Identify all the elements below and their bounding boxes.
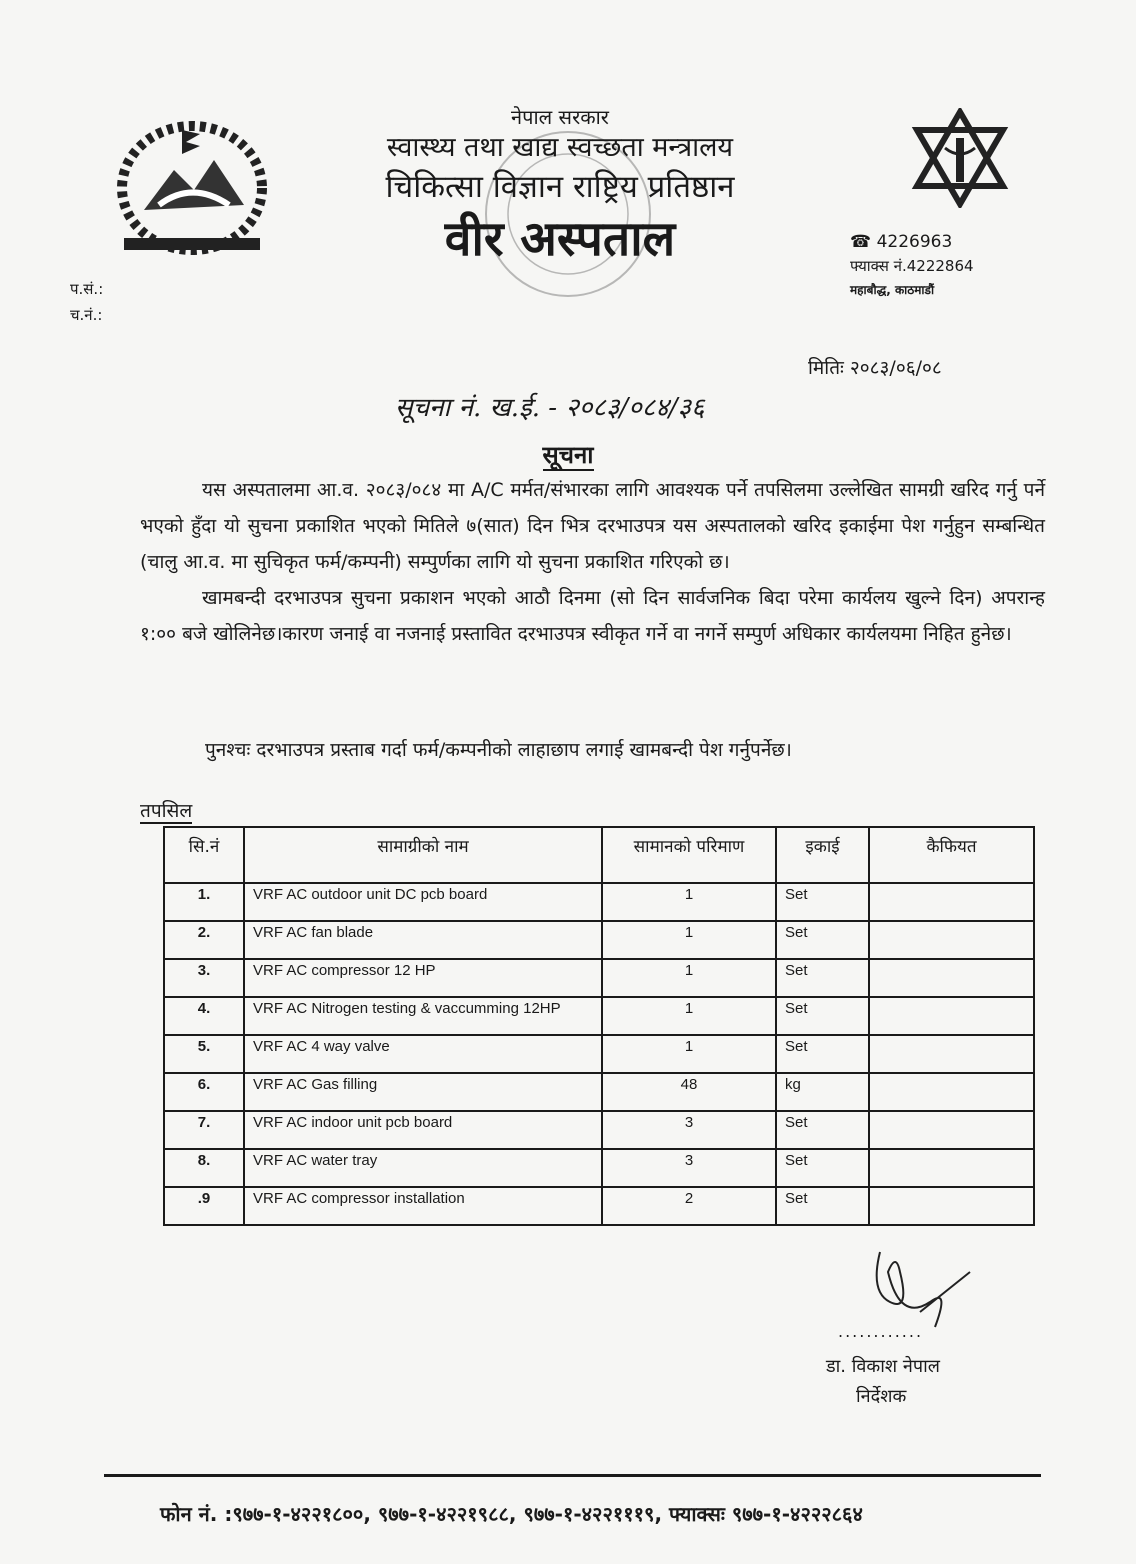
signatory-title: निर्देशक: [856, 1386, 907, 1407]
row-sn: 6.: [164, 1073, 244, 1111]
row-quantity: 1: [602, 997, 776, 1035]
row-sn: .9: [164, 1187, 244, 1225]
table-row: [164, 1149, 1034, 1187]
row-unit: Set: [776, 1149, 869, 1187]
items-table: [163, 826, 1035, 1226]
hospital-name: वीर अस्पताल: [444, 211, 676, 267]
row-unit: Set: [776, 1187, 869, 1225]
contact-block: [850, 230, 974, 302]
table-header-row: [164, 827, 1034, 883]
row-item-name: VRF AC compressor 12 HP: [244, 959, 602, 997]
notice-number: सूचना नं. ख.ई. - २०८३/०८४/३६: [395, 393, 705, 423]
dispatch-no-label: च.नं.:: [70, 306, 103, 324]
row-item-name: VRF AC Nitrogen testing & vaccumming 12HP: [244, 997, 602, 1035]
row-unit: Set: [776, 1111, 869, 1149]
row-sn: 5.: [164, 1035, 244, 1073]
header-quantity: सामानको परिमाण: [602, 827, 776, 883]
row-unit: kg: [776, 1073, 869, 1111]
paragraph-1: यस अस्पतालमा आ.व. २०८३/०८४ मा A/C मर्मत/संभारका लागि आवश्यक पर्ने तपसिलमा उल्लेखित सामग्री खरिद गर्नु पर्ने भएको हुँदा यो सुचना प्रकाशित भएको मितिले ७(सात) दिन भित्र दरभाउपत्र यस अस्पतालको खरिद इकाईमा पेश गर्नुहुन सम्बन्धित (चालु आ.व. मा सुचिकृत फर्म/कम्पनी) सम्पुर्णका लागि यो सुचना प्रकाशित गरिएको छ।: [140, 479, 1045, 573]
row-remark: [869, 1035, 1034, 1073]
row-item-name: VRF AC 4 way valve: [244, 1035, 602, 1073]
table-row: [164, 1073, 1034, 1111]
row-item-name: VRF AC compressor installation: [244, 1187, 602, 1225]
letter-date: मितिः २०८३/०६/०८: [808, 357, 942, 379]
row-quantity: 1: [602, 921, 776, 959]
table-row: [164, 1035, 1034, 1073]
phone-number: 4226963: [876, 232, 953, 252]
ref-no-label: प.सं.:: [70, 280, 104, 298]
row-remark: [869, 1111, 1034, 1149]
table-row: [164, 883, 1034, 921]
row-sn: 2.: [164, 921, 244, 959]
row-item-name: VRF AC fan blade: [244, 921, 602, 959]
notice-title-wrap: [0, 438, 1136, 471]
header-unit: इकाई: [776, 827, 869, 883]
table-body: [164, 883, 1034, 1225]
nepal-emblem-icon: [104, 110, 280, 260]
ministry-name: स्वास्थ्य तथा खाद्य स्वच्छता मन्त्रालय: [386, 132, 734, 163]
table-row: [164, 1111, 1034, 1149]
table-row: [164, 997, 1034, 1035]
row-remark: [869, 883, 1034, 921]
phone-icon: ☎: [850, 232, 877, 252]
row-remark: [869, 1149, 1034, 1187]
signatory-name: डा. विकाश नेपाल: [826, 1356, 940, 1377]
row-quantity: 1: [602, 1035, 776, 1073]
row-sn: 8.: [164, 1149, 244, 1187]
row-sn: 3.: [164, 959, 244, 997]
row-item-name: VRF AC Gas filling: [244, 1073, 602, 1111]
row-item-name: VRF AC indoor unit pcb board: [244, 1111, 602, 1149]
signature-line: ............: [838, 1322, 924, 1341]
row-item-name: VRF AC water tray: [244, 1149, 602, 1187]
postscript: पुनश्चः दरभाउपत्र प्रस्ताब गर्दा फर्म/कम्पनीको लाहाछाप लगाई खामबन्दी पेश गर्नुपर्नेछ।: [205, 739, 792, 761]
footer-divider: [104, 1474, 1041, 1477]
row-remark: [869, 959, 1034, 997]
header-sn: सि.नं: [164, 827, 244, 883]
row-sn: 7.: [164, 1111, 244, 1149]
row-quantity: 3: [602, 1149, 776, 1187]
government-name: नेपाल सरकार: [511, 105, 609, 129]
fax-number: फ्याक्स नं.4222864: [850, 257, 974, 275]
header-item-name: सामाग्रीको नाम: [244, 827, 602, 883]
row-quantity: 2: [602, 1187, 776, 1225]
paragraph-2: खामबन्दी दरभाउपत्र सुचना प्रकाशन भएको आठौ दिनमा (सो दिन सार्वजनिक बिदा परेमा कार्यलय खुल्ने दिन) अपरान्ह १:०० बजे खोलिनेछ।कारण जनाई वा नजनाई प्रस्तावित दरभाउपत्र स्वीकृत गर्ने वा नगर्ने सम्पुर्ण अधिकार कार्यलयमा निहित हुनेछ।: [140, 587, 1045, 645]
row-unit: Set: [776, 921, 869, 959]
address: महाबौद्ध, काठमाडौं: [850, 283, 935, 297]
reference-labels: [70, 276, 103, 328]
row-quantity: 3: [602, 1111, 776, 1149]
row-sn: 4.: [164, 997, 244, 1035]
row-quantity: 1: [602, 883, 776, 921]
footer-contact: फोन नं. :९७७-१-४२२१८००, ९७७-१-४२२१९८८, ९७७-१-४२२१११९, फ्याक्सः ९७७-१-४२२२८६४: [160, 1502, 863, 1526]
row-unit: Set: [776, 959, 869, 997]
row-quantity: 48: [602, 1073, 776, 1111]
row-sn: 1.: [164, 883, 244, 921]
table-row: [164, 921, 1034, 959]
table-row: [164, 959, 1034, 997]
notice-title: सूचना: [542, 441, 594, 469]
notice-body: [140, 472, 1045, 652]
row-quantity: 1: [602, 959, 776, 997]
row-unit: Set: [776, 883, 869, 921]
row-unit: Set: [776, 997, 869, 1035]
letterhead: [330, 104, 790, 270]
header-remarks: कैफियत: [869, 827, 1034, 883]
row-remark: [869, 921, 1034, 959]
row-remark: [869, 997, 1034, 1035]
schedule-label: तपसिल: [140, 800, 193, 822]
row-unit: Set: [776, 1035, 869, 1073]
row-item-name: VRF AC outdoor unit DC pcb board: [244, 883, 602, 921]
academy-logo-icon: [905, 108, 1015, 208]
table-row: [164, 1187, 1034, 1225]
row-remark: [869, 1073, 1034, 1111]
academy-name: चिकित्सा विज्ञान राष्ट्रिय प्रतिष्ठान: [385, 169, 735, 205]
row-remark: [869, 1187, 1034, 1225]
